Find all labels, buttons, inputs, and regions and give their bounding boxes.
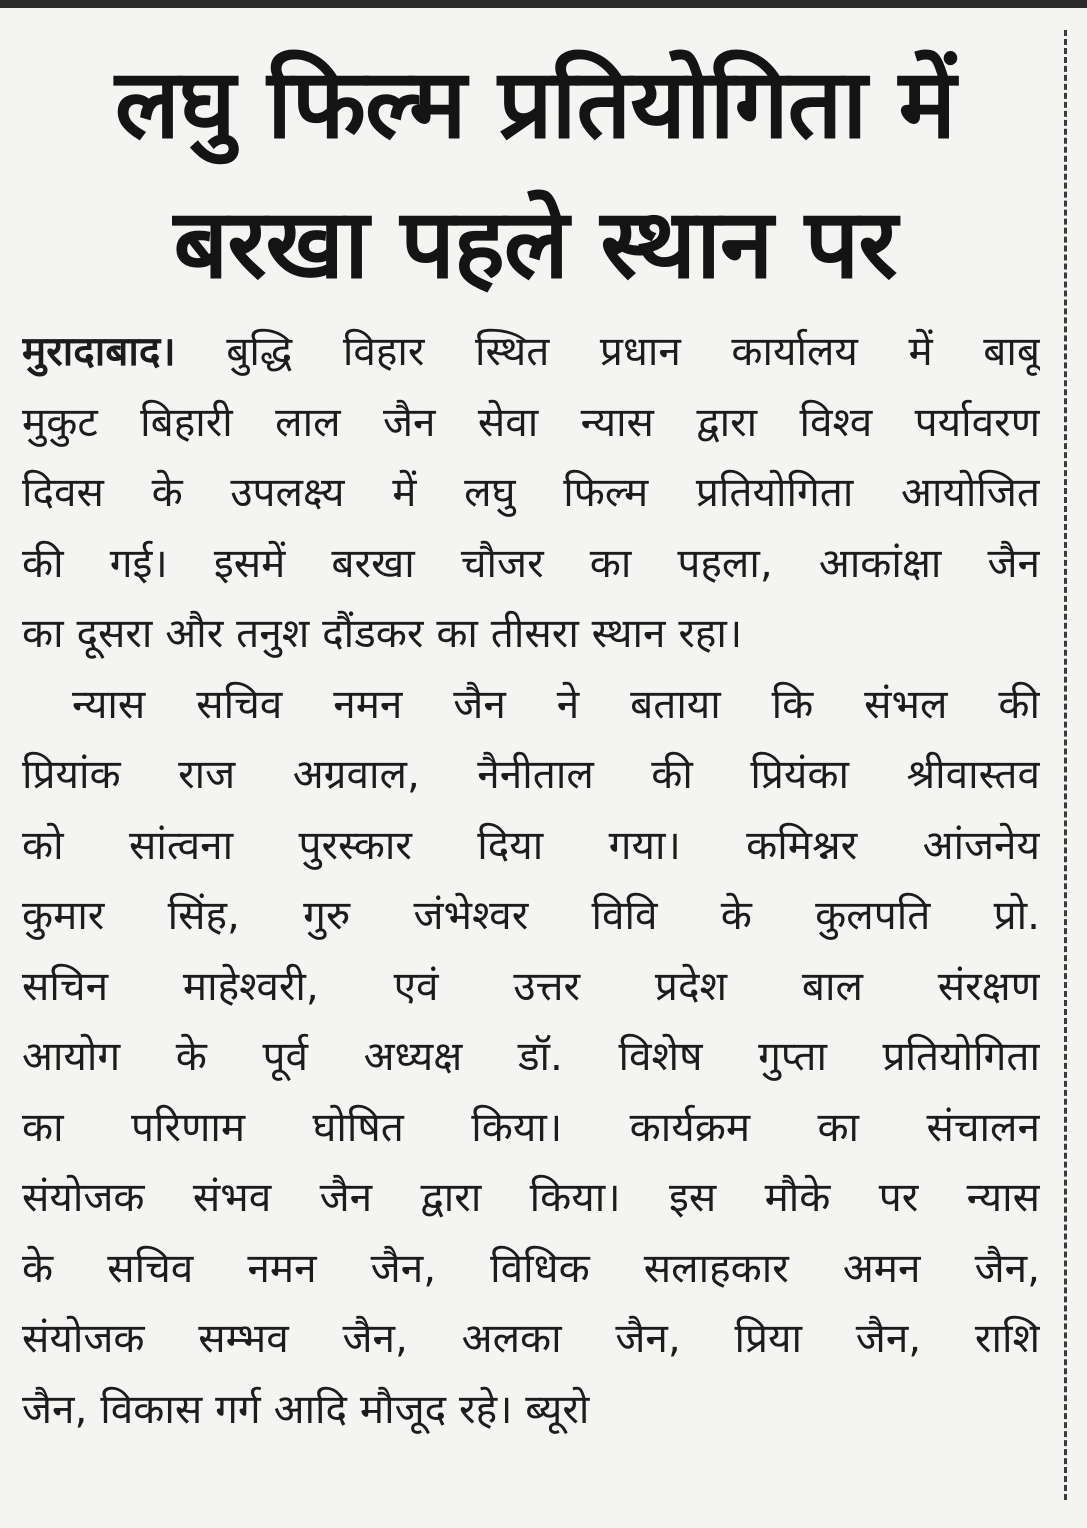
article-line: का दूसरा और तनुश दौंडकर का तीसरा स्थान रहा। xyxy=(22,609,743,657)
article-line: को सांत्वना पुरस्कार दिया गया। कमिश्नर आंजनेय xyxy=(22,820,1040,869)
headline-line-2: बरखा पहले स्थान पर xyxy=(173,188,897,300)
article-line: सचिन माहेश्वरी, एवं उत्तर प्रदेश बाल संरक्षण xyxy=(22,961,1040,1010)
column-divider xyxy=(1064,30,1067,1500)
article-body xyxy=(22,316,1040,1444)
article-line: की गई। इसमें बरखा चौजर का पहला, आकांक्षा जैन xyxy=(22,538,1040,587)
article-line: मुकुट बिहारी लाल जैन सेवा न्यास द्वारा विश्व पर्यावरण xyxy=(22,397,1040,446)
article-line: न्यास सचिव नमन जैन ने बताया कि संभल की xyxy=(72,679,1040,728)
top-rule xyxy=(0,0,1087,8)
article-line xyxy=(22,316,1040,387)
headline xyxy=(20,34,1050,314)
article-line: संयोजक संभव जैन द्वारा किया। इस मौके पर न्यास xyxy=(22,1173,1040,1221)
article-line: कुमार सिंह, गुरु जंभेश्वर विवि के कुलपति प्रो. xyxy=(22,891,1040,939)
headline-line-1: लघु फिल्म प्रतियोगिता में xyxy=(114,48,956,160)
dateline: मुरादाबाद। xyxy=(22,327,176,375)
article-line: का परिणाम घोषित किया। कार्यक्रम का संचालन xyxy=(22,1102,1040,1151)
article-line: जैन, विकास गर्ग आदि मौजूद रहे। ब्यूरो xyxy=(22,1384,590,1433)
article-text: बुद्धि विहार स्थित प्रधान कार्यालय में बाबू xyxy=(175,327,1040,375)
article-line: के सचिव नमन जैन, विधिक सलाहकार अमन जैन, xyxy=(22,1243,1040,1292)
article-line: आयोग के पूर्व अध्यक्ष डॉ. विशेष गुप्ता प्रतियोगिता xyxy=(22,1032,1040,1080)
article-line: दिवस के उपलक्ष्य में लघु फिल्म प्रतियोगिता आयोजित xyxy=(22,468,1040,516)
article-line: प्रियांक राज अग्रवाल, नैनीताल की प्रियंका श्रीवास्तव xyxy=(22,750,1040,798)
article-line: संयोजक सम्भव जैन, अलका जैन, प्रिया जैन, राशि xyxy=(22,1314,1040,1362)
